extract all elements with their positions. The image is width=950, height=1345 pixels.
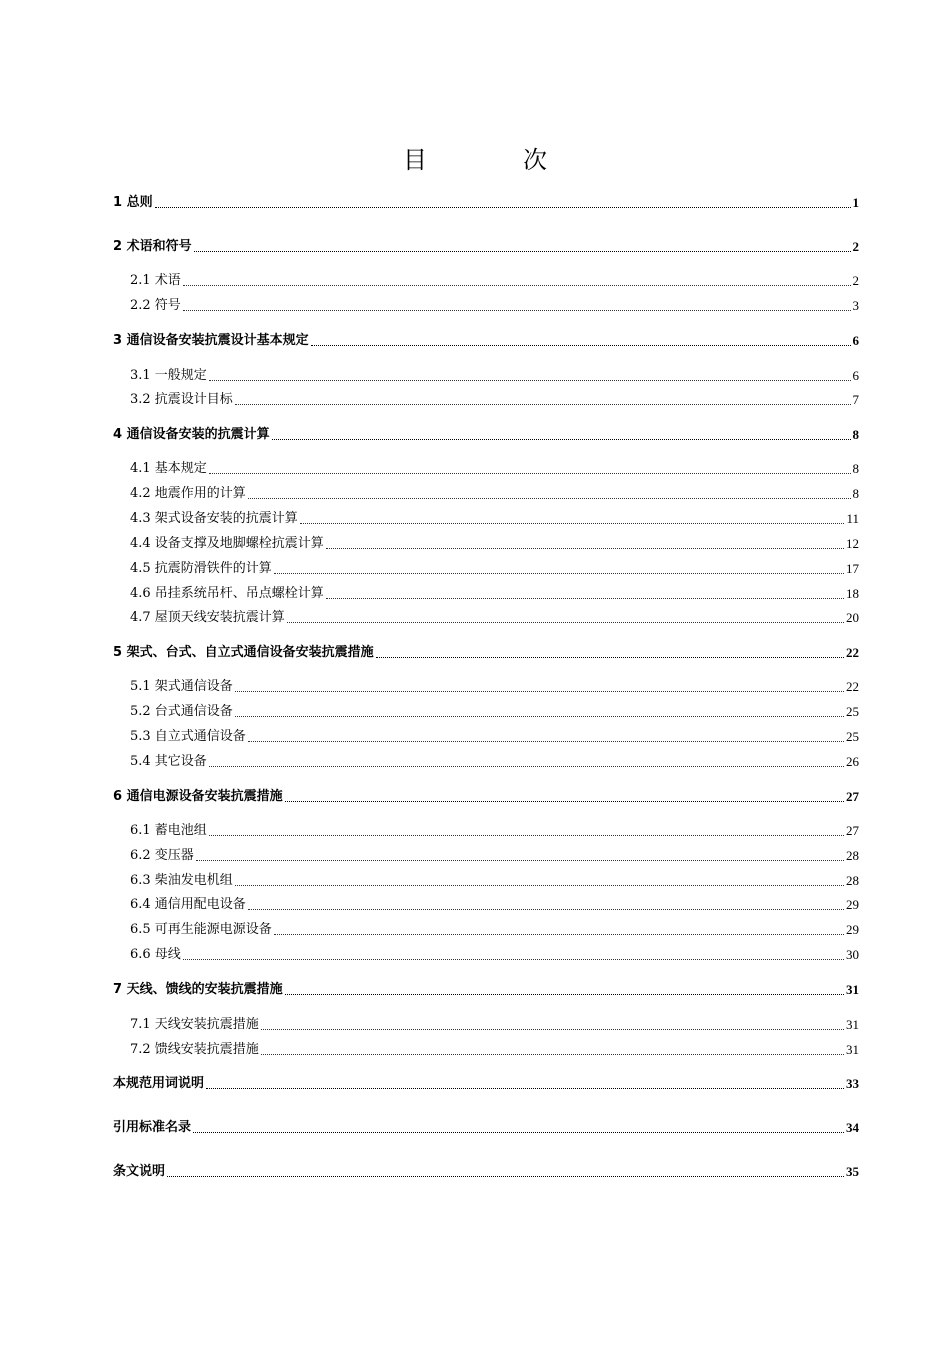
toc-entry-page-number: 31 — [846, 982, 859, 997]
toc-entry[interactable] — [113, 979, 859, 999]
dot-leader — [235, 691, 844, 692]
dot-leader — [206, 1088, 844, 1089]
toc-entry-page-number: 27 — [846, 823, 859, 838]
dot-leader — [285, 994, 844, 995]
toc-entry-title: 5.3 自立式通信设备 — [130, 729, 246, 744]
toc-entry[interactable] — [130, 508, 859, 528]
toc-entry-page-number: 29 — [846, 897, 859, 912]
toc-entry[interactable] — [130, 894, 859, 914]
toc-entry-title: 6.3 柴油发电机组 — [130, 873, 233, 888]
toc-entry-page-number: 2 — [852, 239, 859, 254]
toc-entry[interactable] — [130, 558, 859, 578]
toc-entry[interactable] — [113, 330, 859, 350]
toc-entry[interactable] — [130, 1039, 859, 1059]
toc-entry-title: 1 总则 — [113, 195, 153, 210]
toc-entry[interactable] — [113, 1117, 859, 1137]
dot-leader — [261, 1029, 844, 1030]
toc-entry-title: 4 通信设备安装的抗震计算 — [113, 427, 270, 442]
dot-leader — [196, 860, 844, 861]
toc-entry-title: 7.1 天线安装抗震措施 — [130, 1017, 259, 1032]
toc-entry-page-number: 6 — [852, 368, 859, 383]
toc-entry[interactable] — [130, 726, 859, 746]
toc-entry[interactable] — [130, 820, 859, 840]
toc-entry[interactable] — [130, 365, 859, 385]
dot-leader — [272, 439, 851, 440]
toc-entry[interactable] — [130, 483, 859, 503]
toc-entry-page-number: 31 — [846, 1042, 859, 1057]
toc-entry-page-number: 8 — [852, 486, 859, 501]
toc-entry[interactable] — [113, 642, 859, 662]
dot-leader — [248, 498, 851, 499]
toc-entry-page-number: 22 — [846, 679, 859, 694]
toc-entry-title: 条文说明 — [113, 1164, 166, 1179]
toc-entry[interactable] — [130, 751, 859, 771]
toc-entry[interactable] — [130, 870, 859, 890]
dot-leader — [235, 716, 844, 717]
dot-leader — [248, 741, 844, 742]
toc-entry[interactable] — [130, 701, 859, 721]
toc-entry[interactable] — [130, 944, 859, 964]
toc-entry-page-number: 33 — [846, 1076, 859, 1091]
dot-leader — [274, 573, 844, 574]
dot-leader — [376, 657, 844, 658]
toc-entry-page-number: 2 — [852, 273, 859, 288]
dot-leader — [311, 345, 851, 346]
toc-entry-title: 4.4 设备支撑及地脚螺栓抗震计算 — [130, 536, 324, 551]
toc-entry-title: 4.2 地震作用的计算 — [130, 486, 246, 501]
toc-entry[interactable] — [130, 533, 859, 553]
toc-entry[interactable] — [130, 270, 859, 290]
dot-leader — [326, 598, 844, 599]
dot-leader — [167, 1176, 844, 1177]
dot-leader — [155, 207, 851, 208]
toc-entry-title: 6.1 蓄电池组 — [130, 823, 207, 838]
dot-leader — [274, 934, 844, 935]
toc-entry[interactable] — [130, 919, 859, 939]
dot-leader — [326, 548, 844, 549]
toc-entry[interactable] — [130, 458, 859, 478]
toc-entry-page-number: 30 — [846, 947, 859, 962]
toc-entry-title: 引用标准名录 — [113, 1120, 192, 1135]
toc-entry-page-number: 29 — [846, 922, 859, 937]
toc-entry[interactable] — [130, 389, 859, 409]
toc-entry-title: 3 通信设备安装抗震设计基本规定 — [113, 333, 309, 348]
toc-entry-page-number: 8 — [852, 461, 859, 476]
toc-entry[interactable] — [113, 192, 859, 212]
toc-entry-title: 6.2 变压器 — [130, 848, 194, 863]
dot-leader — [209, 380, 851, 381]
toc-entry[interactable] — [130, 295, 859, 315]
dot-leader — [183, 310, 851, 311]
toc-entry-title: 本规范用词说明 — [113, 1076, 205, 1091]
dot-leader — [248, 909, 844, 910]
toc-entry-page-number: 12 — [846, 536, 859, 551]
toc-entry-page-number: 6 — [852, 333, 859, 348]
dot-leader — [183, 959, 844, 960]
dot-leader — [235, 404, 851, 405]
dot-leader — [209, 766, 844, 767]
toc-entry-page-number: 1 — [852, 195, 859, 210]
dot-leader — [235, 885, 844, 886]
toc-entry-page-number: 22 — [846, 645, 859, 660]
toc-entry-title: 7 天线、馈线的安装抗震措施 — [113, 982, 283, 997]
toc-entry-page-number: 11 — [846, 511, 859, 526]
toc-entry-title: 2.2 符号 — [130, 298, 181, 313]
toc-entry-page-number: 34 — [846, 1120, 859, 1135]
toc-entry-page-number: 35 — [846, 1164, 859, 1179]
toc-entry-title: 6 通信电源设备安装抗震措施 — [113, 789, 283, 804]
toc-entry-title: 6.4 通信用配电设备 — [130, 897, 246, 912]
toc-entry-title: 4.7 屋顶天线安装抗震计算 — [130, 610, 285, 625]
toc-entry-page-number: 18 — [846, 586, 859, 601]
toc-entry[interactable] — [130, 676, 859, 696]
toc-entry-page-number: 7 — [852, 392, 859, 407]
dot-leader — [287, 622, 844, 623]
toc-entry[interactable] — [113, 424, 859, 444]
toc-entry-title: 2.1 术语 — [130, 273, 181, 288]
dot-leader — [285, 801, 844, 802]
toc-entry-page-number: 8 — [852, 427, 859, 442]
toc-entry-page-number: 25 — [846, 704, 859, 719]
toc-entry-page-number: 28 — [846, 873, 859, 888]
toc-entry[interactable] — [113, 786, 859, 806]
toc-entry-title: 4.5 抗震防滑铁件的计算 — [130, 561, 272, 576]
toc-entry-page-number: 28 — [846, 848, 859, 863]
toc-entry-page-number: 17 — [846, 561, 859, 576]
toc-entry[interactable] — [113, 1161, 859, 1181]
toc-entry-title: 6.6 母线 — [130, 947, 181, 962]
toc-entry-page-number: 26 — [846, 754, 859, 769]
toc-entry[interactable] — [130, 845, 859, 865]
toc-entry-page-number: 31 — [846, 1017, 859, 1032]
toc-entry-title: 5 架式、台式、自立式通信设备安装抗震措施 — [113, 645, 374, 660]
toc-entry[interactable] — [130, 607, 859, 627]
dot-leader — [209, 473, 851, 474]
toc-entry-title: 6.5 可再生能源电源设备 — [130, 922, 272, 937]
toc-entry-title: 4.3 架式设备安装的抗震计算 — [130, 511, 298, 526]
toc-entry-title: 5.1 架式通信设备 — [130, 679, 233, 694]
dot-leader — [194, 251, 851, 252]
toc-entry-title: 4.6 吊挂系统吊杆、吊点螺栓计算 — [130, 586, 324, 601]
toc-entry-title: 5.2 台式通信设备 — [130, 704, 233, 719]
toc-entry[interactable] — [130, 583, 859, 603]
dot-leader — [209, 835, 844, 836]
toc-entry-title: 2 术语和符号 — [113, 239, 192, 254]
toc-entry-title: 3.1 一般规定 — [130, 368, 207, 383]
dot-leader — [183, 285, 851, 286]
dot-leader — [193, 1132, 844, 1133]
dot-leader — [261, 1054, 844, 1055]
toc-entry-page-number: 20 — [846, 610, 859, 625]
toc-entry-title: 3.2 抗震设计目标 — [130, 392, 233, 407]
page-title: 目 次 — [403, 146, 583, 174]
toc-entry-title: 4.1 基本规定 — [130, 461, 207, 476]
toc-entry-title: 5.4 其它设备 — [130, 754, 207, 769]
toc-entry-title: 7.2 馈线安装抗震措施 — [130, 1042, 259, 1057]
toc-entry-page-number: 25 — [846, 729, 859, 744]
toc-entry[interactable] — [113, 1073, 859, 1093]
toc-entry[interactable] — [130, 1014, 859, 1034]
toc-entry[interactable] — [113, 236, 859, 256]
toc-entry-page-number: 27 — [846, 789, 859, 804]
toc-entry-page-number: 3 — [852, 298, 859, 313]
dot-leader — [300, 523, 845, 524]
